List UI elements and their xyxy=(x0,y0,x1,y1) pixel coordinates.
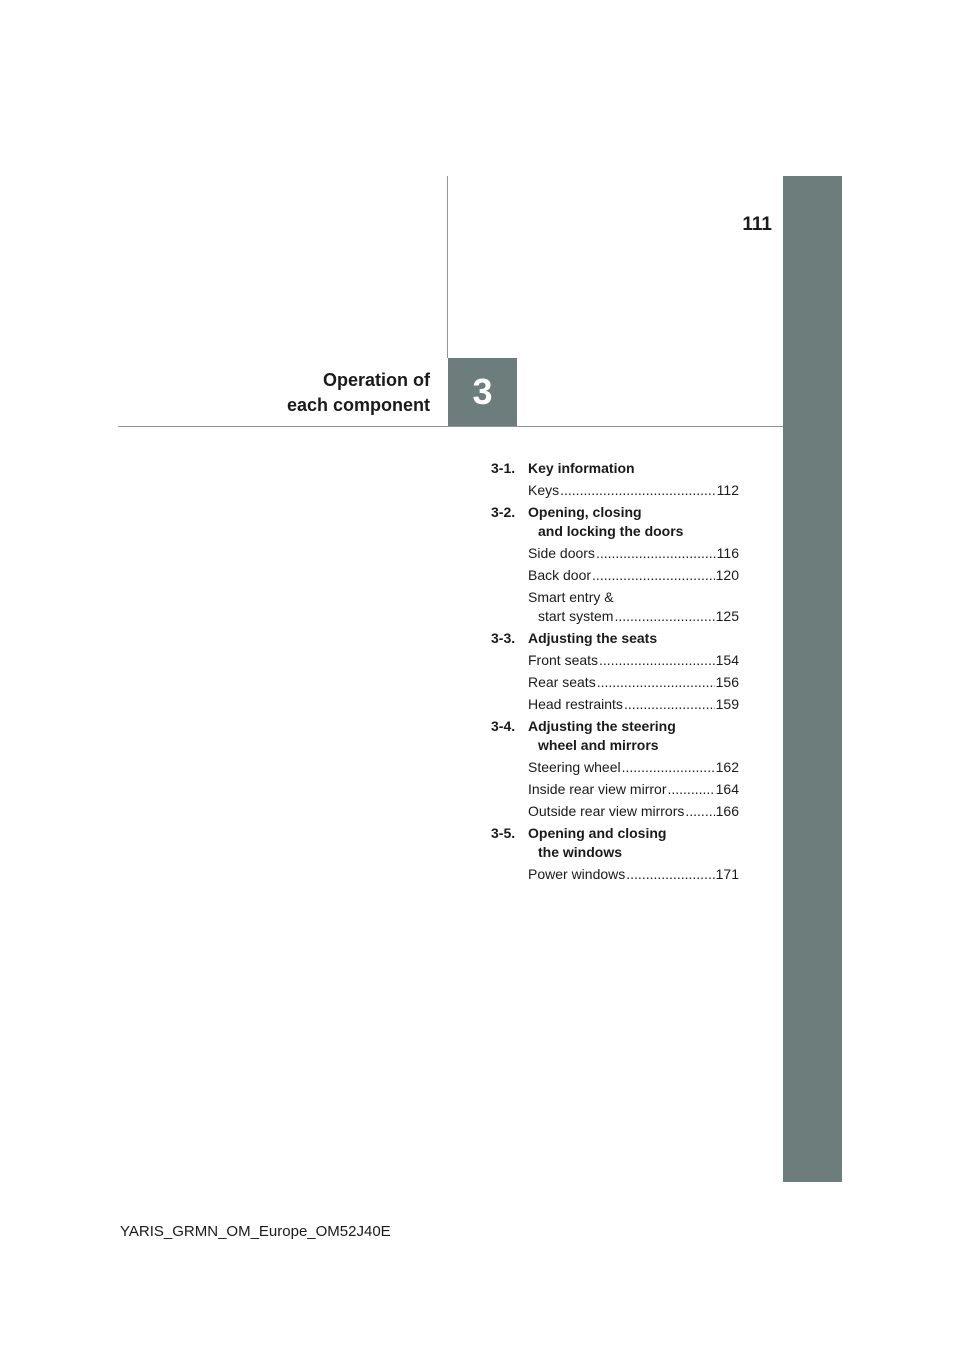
toc-entry-page: 116 xyxy=(716,545,739,561)
toc-entry-title: Back door xyxy=(528,567,592,583)
toc-leader-dots xyxy=(597,673,715,692)
toc-entry-line xyxy=(528,695,739,714)
toc-section-title-line: and locking the doors xyxy=(538,523,684,539)
toc-leader-dots xyxy=(592,566,715,585)
toc-section-heading[interactable] xyxy=(491,503,739,541)
toc-section xyxy=(491,629,739,714)
toc-entry-line xyxy=(528,673,739,692)
toc-entry[interactable] xyxy=(528,865,739,884)
toc-section-title-line: Adjusting the seats xyxy=(528,630,658,646)
toc-leader-dots xyxy=(685,802,714,821)
chapter-number-box xyxy=(448,358,517,426)
toc-entry[interactable] xyxy=(528,802,739,821)
table-of-contents xyxy=(491,459,739,887)
toc-leader-dots xyxy=(596,544,716,563)
toc-entry[interactable] xyxy=(528,758,739,777)
toc-section-title xyxy=(528,503,739,541)
toc-entry-title: start system xyxy=(538,608,614,624)
toc-entry-title: Front seats xyxy=(528,652,599,668)
toc-section-heading[interactable] xyxy=(491,717,739,755)
toc-entry-title: Outside rear view mirrors xyxy=(528,803,685,819)
toc-entry-line xyxy=(528,607,739,626)
toc-entry-title: Keys xyxy=(528,482,560,498)
toc-entry-page: 125 xyxy=(715,608,739,624)
toc-section-title-line: Opening and closing xyxy=(528,825,667,841)
toc-entry[interactable] xyxy=(528,588,739,626)
toc-entry-title: Side doors xyxy=(528,545,595,561)
toc-section-title xyxy=(528,717,739,755)
toc-section-title-line: wheel and mirrors xyxy=(538,737,659,753)
toc-section-number: 3-2. xyxy=(491,504,516,520)
toc-entry-title: Rear seats xyxy=(528,674,596,690)
toc-entry-title: Head restraints xyxy=(528,696,623,712)
toc-leader-dots xyxy=(624,695,715,714)
toc-section-title-line: Opening, closing xyxy=(528,504,642,520)
toc-entry[interactable] xyxy=(528,566,739,585)
toc-section-heading[interactable] xyxy=(491,459,739,478)
toc-entry-line xyxy=(528,566,739,585)
chapter-title-line: each component xyxy=(286,395,430,415)
horizontal-divider xyxy=(118,426,783,427)
toc-entry-page: 112 xyxy=(716,482,739,498)
toc-section xyxy=(491,824,739,884)
vertical-divider xyxy=(447,176,448,358)
toc-section-number: 3-5. xyxy=(491,825,516,841)
toc-entry-line xyxy=(528,651,739,670)
toc-section xyxy=(491,503,739,626)
toc-entry-title: Power windows xyxy=(528,866,626,882)
toc-entry-page: 156 xyxy=(715,674,739,690)
toc-entry-line xyxy=(528,544,739,563)
toc-leader-dots xyxy=(626,865,714,884)
toc-leader-dots xyxy=(622,758,715,777)
toc-section-title xyxy=(528,824,739,862)
chapter-number: 3 xyxy=(472,371,493,412)
toc-entry-line xyxy=(528,780,739,799)
toc-section xyxy=(491,459,739,500)
toc-entry-line xyxy=(528,588,739,607)
toc-entry[interactable] xyxy=(528,673,739,692)
toc-entry-page: 120 xyxy=(715,567,739,583)
toc-section-title-line: the windows xyxy=(538,844,622,860)
toc-entry-line xyxy=(528,802,739,821)
toc-leader-dots xyxy=(560,481,716,500)
toc-section-heading[interactable] xyxy=(491,824,739,862)
page-number: 111 xyxy=(742,214,772,235)
toc-entry-line xyxy=(528,865,739,884)
toc-entry-title: Smart entry & xyxy=(528,589,614,605)
toc-entry[interactable] xyxy=(528,780,739,799)
toc-section-number: 3-4. xyxy=(491,718,516,734)
toc-leader-dots xyxy=(667,780,714,799)
toc-section xyxy=(491,717,739,821)
toc-entry-line xyxy=(528,481,739,500)
toc-entry-title: Inside rear view mirror xyxy=(528,781,667,797)
chapter-title xyxy=(287,368,430,418)
toc-section-title-line: Adjusting the steering xyxy=(528,718,676,734)
toc-entry[interactable] xyxy=(528,544,739,563)
toc-entry-page: 164 xyxy=(715,781,739,797)
toc-leader-dots xyxy=(614,607,714,626)
toc-entry-page: 154 xyxy=(715,652,739,668)
toc-entry-page: 171 xyxy=(715,866,739,882)
toc-section-title-line: Key information xyxy=(528,460,635,476)
toc-section-title xyxy=(528,629,739,648)
chapter-side-tab xyxy=(783,176,842,1182)
toc-entry-title: Steering wheel xyxy=(528,759,621,775)
toc-entry[interactable] xyxy=(528,651,739,670)
toc-entry-page: 162 xyxy=(715,759,739,775)
chapter-title-line: Operation of xyxy=(323,370,430,390)
toc-entry-page: 166 xyxy=(715,803,739,819)
toc-section-heading[interactable] xyxy=(491,629,739,648)
toc-entry-page: 159 xyxy=(715,696,739,712)
toc-entry[interactable] xyxy=(528,695,739,714)
toc-section-title xyxy=(528,459,739,478)
toc-section-number: 3-3. xyxy=(491,630,516,646)
toc-leader-dots xyxy=(599,651,715,670)
document-footer: YARIS_GRMN_OM_Europe_OM52J40E xyxy=(120,1223,391,1240)
toc-entry[interactable] xyxy=(528,481,739,500)
toc-entry-line xyxy=(528,758,739,777)
toc-section-number: 3-1. xyxy=(491,460,516,476)
